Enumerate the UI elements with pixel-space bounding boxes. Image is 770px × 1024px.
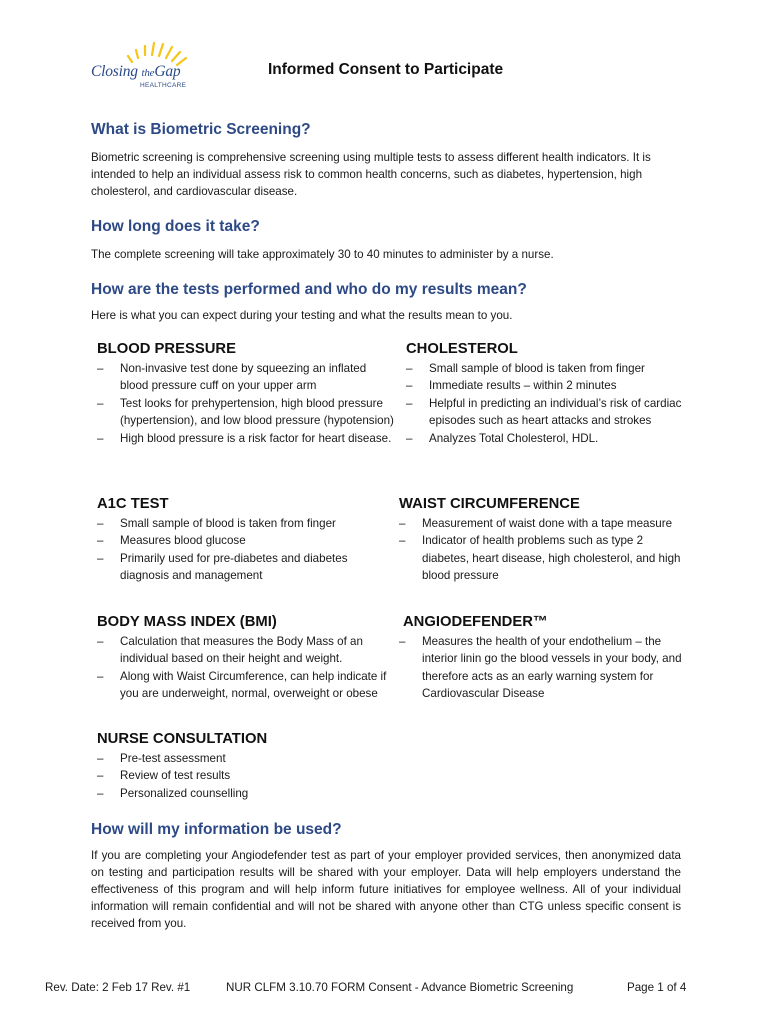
paragraph-information-use: If you are completing your Angiodefender test as part of your employer provided services, then anonymized data on testing and participation results will be shared with your employer. Data will help employers understand the effectiveness of this program and will help inform future initiatives for employee wellness. All of your individual information will remain confidential and will not be shared with anyone other than CTG unless specific consent is received from you. [91, 849, 681, 930]
section-cholesterol [406, 341, 686, 447]
list-item: – Pre-test assessment [97, 752, 226, 765]
list-item: – High blood pressure is a risk factor for heart disease. [97, 431, 392, 445]
logo-tagline: HEALTHCARE [140, 82, 187, 89]
logo-wordmark: Closing theGap [91, 63, 181, 80]
section-bmi [97, 614, 397, 703]
paragraph-how-long: The complete screening will take approximately 30 to 40 minutes to administer by a nurse. [91, 248, 554, 261]
list-item: – Along with Waist Circumference, can help indicate if you are underweight, normal, overweight or obese [97, 669, 387, 701]
section-a1c-test [97, 496, 397, 585]
section-blood-pressure [97, 341, 397, 447]
list-item: – Measures blood glucose [97, 534, 246, 548]
list-item: – Analyzes Total Cholesterol, HDL. [406, 431, 599, 445]
section-title: WAIST CIRCUMFERENCE [399, 496, 580, 512]
heading-information-use: How will my information be used? [91, 821, 342, 838]
section-title: NURSE CONSULTATION [97, 731, 268, 747]
section-title: CHOLESTEROL [406, 341, 518, 357]
section-title: A1C TEST [97, 496, 169, 512]
list-item: – Immediate results – within 2 minutes [406, 379, 617, 393]
list-item: – Review of test results [97, 769, 231, 783]
list-item: – Small sample of blood is taken from finger [97, 517, 336, 530]
list-item: – Helpful in predicting an individual’s risk of cardiac episodes such as heart attacks and strokes [406, 396, 682, 428]
section-title: BODY MASS INDEX (BMI) [97, 614, 277, 630]
footer-revision: Rev. Date: 2 Feb 17 Rev. #1 [45, 981, 191, 994]
document-title: Informed Consent to Participate [268, 61, 504, 78]
list-item: – Indicator of health problems such as type 2 diabetes, heart disease, high cholesterol, and high blood pressure [399, 534, 681, 583]
footer-page-number: Page 1 of 4 [627, 981, 687, 994]
list-item: – Non-invasive test done by squeezing an inflated blood pressure cuff on your upper arm [97, 362, 367, 393]
heading-what-is-screening: What is Biometric Screening? [91, 121, 311, 138]
section-nurse-consultation [97, 731, 397, 802]
list-item: – Calculation that measures the Body Mass of an individual based on their height and weight. [97, 635, 363, 666]
list-item: – Test looks for prehypertension, high blood pressure (hypertension), and low blood pressure (hypotension) [97, 396, 394, 428]
company-logo [88, 40, 218, 92]
paragraph-what-is-screening: Biometric screening is comprehensive screening using multiple tests to assess different health indicators. It is intended to help an individual assess risk to common health concerns, such as diabetes, hypertension, high cholesterol, and cardiovascular disease. [91, 151, 651, 198]
list-item: – Small sample of blood is taken from finger [406, 362, 645, 375]
footer-form-id: NUR CLFM 3.10.70 FORM Consent - Advance Biometric Screening [226, 981, 574, 994]
section-waist-circumference [399, 496, 684, 585]
heading-how-long: How long does it take? [91, 218, 260, 235]
list-item: – Measurement of waist done with a tape measure [399, 517, 673, 530]
paragraph-how-performed: Here is what you can expect during your testing and what the results mean to you. [91, 309, 513, 322]
section-angiodefender [399, 614, 684, 703]
list-item: – Measures the health of your endothelium – the interior linin go the blood vessels in your body, and therefore acts as an early warning system for Cardiovascular Disease [399, 635, 682, 701]
section-title: ANGIODEFENDER™ [403, 614, 548, 630]
list-item: – Primarily used for pre-diabetes and diabetes diagnosis and management [97, 551, 348, 583]
heading-how-performed: How are the tests performed and who do my results mean? [91, 281, 527, 298]
list-item: – Personalized counselling [97, 786, 249, 800]
section-title: BLOOD PRESSURE [97, 341, 236, 357]
